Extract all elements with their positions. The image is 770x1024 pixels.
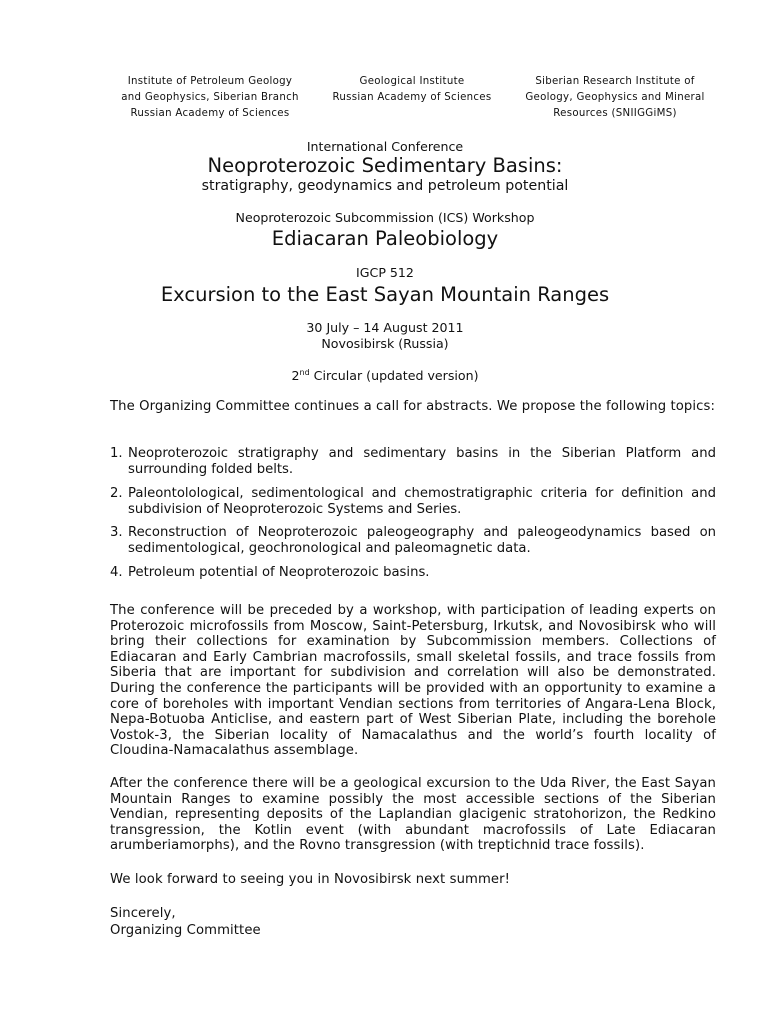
workshop-label: Neoproterozoic Subcommission (ICS) Workshop [235,210,535,225]
institute-sniiggims-line: Geology, Geophysics and Mineral [525,92,705,103]
closing-line: We look forward to seeing you in Novosibirsk next summer! [110,872,511,887]
topic-text: Neoproterozoic stratigraphy and sedimentary basins in the Siberian Platform and surrounding folded belts. [128,446,716,477]
event-dates: 30 July – 14 August 2011 [306,320,464,335]
circular-text: Circular (updated version) [309,368,479,383]
institute-ipgg-line: Russian Academy of Sciences [130,108,290,119]
institute-ipgg-line: and Geophysics, Siberian Branch [121,92,299,103]
excursion-title: Excursion to the East Sayan Mountain Ranges [160,283,610,306]
circular-suffix: nd [299,367,310,377]
institute-ipgg [100,74,320,122]
workshop-paragraph: The conference will be preceded by a workshop, with participation of leading experts on Proterozoic microfossils from Moscow, Saint-Petersburg, Irkutsk, and Novosibirsk who will bring their collections for examination by Subcommission members. Collections of Ediacaran and Early Cambrian macrofossils, small skeletal fossils, and trace fossils from Siberia that are important for subdivision and correlation will also be demonstrated. During the conference the participants will be provided with an opportunity to examine a core of boreholes with important Vendian sections from territories of Angara-Lena Block, Nepa-Botuoba Anticlise, and eastern part of West Siberian Plate, including the borehole Vostok-3, the Siberian locality of Namacalathus and the world’s fourth locality of Cloudina-Namacalathus assemblage. [110,603,716,759]
topic-number: 1. [110,446,123,461]
excursion-paragraph: After the conference there will be a geological excursion to the Uda River, the East Sayan Mountain Ranges to examine possibly the most accessible sections of the Siberian Vendian, representing deposits of the Laplandian glacigenic stratohorizon, the Redkino transgression, the Kotlin event (with abundant macrofossils of Late Ediacaran arumberiamorphs), and the Rovno transgression (with treptichnid trace fossils). [110,776,716,854]
workshop-title: Ediacaran Paleobiology [271,227,499,250]
signature: Organizing Committee [110,923,261,938]
institute-sniiggims-line: Siberian Research Institute of [535,76,695,87]
topic-number: 2. [110,486,123,501]
institute-gin-line: Geological Institute [359,76,465,87]
topic-item [110,446,716,477]
excursion-label: IGCP 512 [356,265,414,280]
circular-number: 2 [291,368,300,383]
topic-item [110,525,716,556]
salutation: Sincerely, [110,906,176,921]
topic-item [110,565,716,581]
topic-text: Reconstruction of Neoproterozoic paleogeography and paleogeodynamics based on sedimentological, geochronological and paleomagnetic data. [128,525,716,556]
event-location: Novosibirsk (Russia) [321,336,449,351]
circular-title [0,368,770,383]
conference-subtitle: stratigraphy, geodynamics and petroleum potential [201,178,569,194]
intro-paragraph: The Organizing Committee continues a call for abstracts. We propose the following topics: [110,399,715,414]
institute-sniiggims [510,74,720,122]
institute-ipgg-line: Institute of Petroleum Geology [127,76,293,87]
topic-text: Petroleum potential of Neoproterozoic basins. [128,565,430,580]
topic-number: 3. [110,525,123,540]
topic-item [110,486,716,517]
topic-text: Paleontolological, sedimentological and chemostratigraphic criteria for definition and subdivision of Neoproterozoic Systems and Series. [128,486,716,517]
conference-label: International Conference [306,139,464,154]
institute-sniiggims-line: Resources (SNIIGGiMS) [553,108,677,119]
institute-gin [322,74,502,106]
conference-title: Neoproterozoic Sedimentary Basins: [207,154,563,177]
topic-number: 4. [110,565,123,580]
letterhead [100,74,720,122]
institute-gin-line: Russian Academy of Sciences [332,92,492,103]
